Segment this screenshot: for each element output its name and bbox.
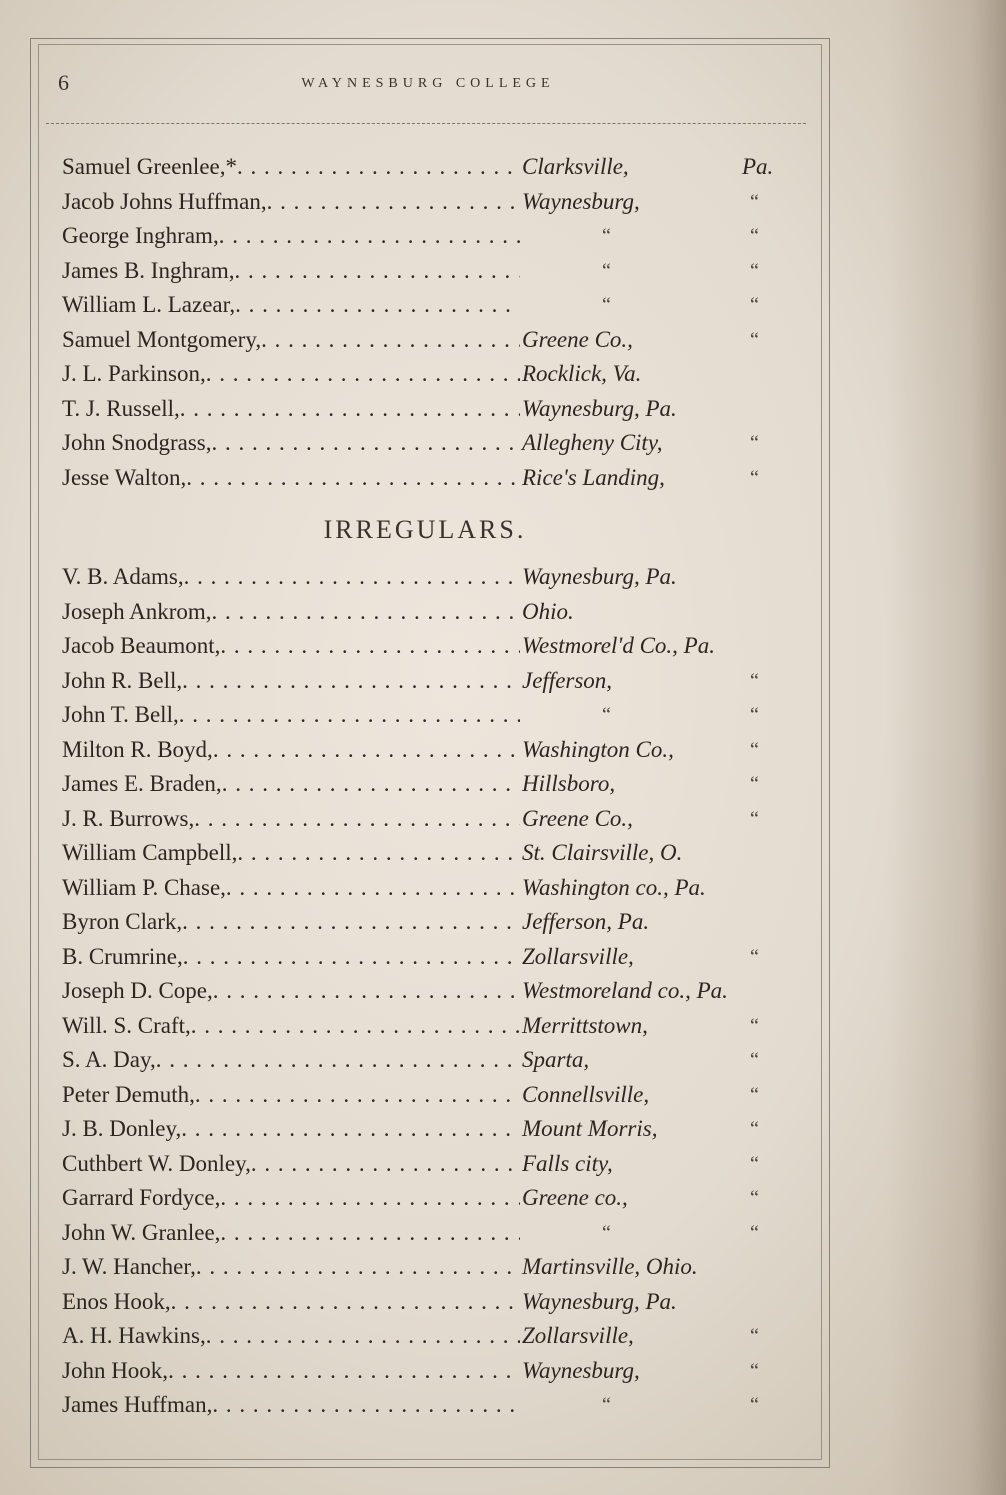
page-number: 6 (58, 70, 69, 95)
state-ditto-mark: “ (750, 466, 759, 489)
list-item (62, 288, 802, 323)
list-item (62, 974, 802, 1009)
residence: Rice's Landing, (522, 464, 665, 490)
student-name: J. B. Donley, . . . (62, 1112, 520, 1147)
student-name: Garrard Fordyce, . . . (62, 1181, 520, 1216)
list-item (62, 1181, 802, 1216)
residence: Falls city, (522, 1150, 613, 1176)
list-item (62, 323, 802, 358)
residence: Martinsville, Ohio. (522, 1254, 698, 1279)
residence: Clarksville, (522, 154, 629, 179)
student-name: William P. Chase, . . . (62, 871, 520, 906)
list-item (62, 392, 802, 427)
student-name: Will. S. Craft, . . . (62, 1009, 520, 1044)
list-item (62, 664, 802, 699)
state-ditto-mark: “ (750, 1187, 759, 1209)
residence: Allegheny City, (522, 430, 663, 455)
student-name: Peter Demuth, . . . (62, 1078, 520, 1113)
list-item (62, 426, 802, 461)
list-item (62, 1285, 802, 1320)
student-name: Cuthbert W. Donley, . . . (62, 1147, 520, 1182)
state-ditto-mark: “ (750, 1359, 759, 1382)
student-name: John Hook, . . . (62, 1354, 520, 1389)
list-item (62, 1388, 802, 1423)
student-name: Milton R. Boyd, . . . (62, 733, 520, 768)
student-name: A. H. Hawkins, . . . (62, 1319, 520, 1354)
student-name: Enos Hook, . . . (62, 1285, 520, 1320)
residence: Westmorel'd Co., Pa. (522, 633, 715, 658)
student-name: B. Crumrine, . . . (62, 940, 520, 975)
page-header (58, 70, 798, 100)
state-ditto-mark: “ (750, 773, 759, 795)
student-name: Byron Clark, . . . (62, 905, 520, 940)
residence: Waynesburg, Pa. (522, 1288, 677, 1314)
state-ditto-mark: “ (750, 669, 759, 692)
residence: Sparta, (522, 1047, 590, 1072)
student-name: J. W. Hancher, . . . (62, 1250, 520, 1285)
residence: Waynesburg, (522, 188, 640, 214)
student-name: Jacob Johns Huffman, . . . (62, 185, 520, 220)
list-item (62, 1147, 802, 1182)
list-item (62, 871, 802, 906)
residence-ditto-mark: “ (602, 1221, 611, 1244)
residence: St. Clairsville, O. (522, 840, 683, 865)
student-name: William L. Lazear, . . . (62, 288, 520, 323)
list-item (62, 1009, 802, 1044)
student-name: John R. Bell, . . . (62, 664, 520, 699)
student-name: Jesse Walton, . . . (62, 461, 520, 496)
residence: Greene Co., (522, 805, 633, 831)
list-item (62, 905, 802, 940)
list-item (62, 698, 802, 733)
list-item (62, 1078, 802, 1113)
state-ditto-mark: “ (750, 1049, 759, 1071)
residence-ditto-mark: “ (602, 259, 611, 282)
residence: Waynesburg, (522, 1357, 640, 1383)
list-item (62, 461, 802, 496)
section-heading-irregulars: IRREGULARS. (323, 515, 527, 544)
student-name: John Snodgrass, . . . (62, 426, 520, 461)
running-title: WAYNESBURG COLLEGE (301, 76, 555, 91)
student-name: Samuel Montgomery, . . . (62, 323, 520, 358)
student-name: Joseph Ankrom, . . . (62, 595, 520, 630)
list-item (62, 940, 802, 975)
state-ditto-mark: “ (750, 704, 759, 726)
residence: Hillsboro, (522, 771, 616, 796)
list-item (62, 1354, 802, 1389)
residence: Washington Co., (522, 736, 674, 762)
list-item (62, 150, 802, 185)
student-name: John T. Bell, . . . (62, 698, 520, 733)
residence-ditto-mark: “ (602, 225, 611, 247)
residence: Jefferson, (522, 667, 613, 693)
student-name: J. R. Burrows, . . . (62, 802, 520, 837)
student-name: James B. Inghram, . . . (62, 254, 520, 289)
list-item (62, 1043, 802, 1078)
residence-ditto-mark: “ (602, 704, 611, 726)
state-ditto-mark: “ (750, 190, 759, 213)
student-name: J. L. Parkinson, . . . (62, 357, 520, 392)
list-item (62, 1250, 802, 1285)
state-ditto-mark: “ (750, 1325, 759, 1347)
list-item (62, 560, 802, 595)
state-ditto-mark: “ (750, 945, 759, 968)
page-edge-shadow (886, 0, 1006, 1495)
residence: Zollarsville, (522, 1323, 634, 1348)
state-ditto-mark: “ (750, 225, 759, 247)
student-name: Joseph D. Cope, . . . (62, 974, 520, 1009)
residence-ditto-mark: “ (602, 1394, 611, 1416)
residence: Westmoreland co., Pa. (522, 978, 728, 1003)
residence: Merrittstown, (522, 1012, 648, 1038)
student-name: William Campbell, . . . (62, 836, 520, 871)
student-list-irregulars (62, 560, 802, 1423)
list-item (62, 733, 802, 768)
student-name: John W. Granlee, . . . (62, 1216, 520, 1251)
list-item (62, 1112, 802, 1147)
residence: Zollarsville, (522, 943, 634, 969)
state-ditto-mark: “ (750, 259, 759, 282)
state-ditto-mark: “ (750, 1118, 759, 1140)
residence: Greene co., (522, 1185, 628, 1210)
student-name: George Inghram, . . . (62, 219, 520, 254)
header-rule (46, 123, 806, 124)
state-ditto-mark: “ (750, 1221, 759, 1244)
state: Pa. (742, 154, 774, 179)
state-ditto-mark: “ (750, 1083, 759, 1106)
student-name: Jacob Beaumont, . . . (62, 629, 520, 664)
state-ditto-mark: “ (750, 1152, 759, 1175)
residence: Ohio. (522, 598, 574, 624)
student-name: V. B. Adams, . . . (62, 560, 520, 595)
student-name: T. J. Russell, . . . (62, 392, 520, 427)
list-item (62, 254, 802, 289)
residence: Waynesburg, Pa. (522, 395, 677, 421)
state-ditto-mark: “ (750, 294, 759, 316)
student-name: James Huffman, . . . (62, 1388, 520, 1423)
list-item (62, 1319, 802, 1354)
list-item (62, 1216, 802, 1251)
student-name: James E. Braden, . . . (62, 767, 520, 802)
residence: Connellsville, (522, 1081, 650, 1107)
list-item (62, 629, 802, 664)
student-list-regular (62, 150, 802, 495)
state-ditto-mark: “ (750, 738, 759, 761)
residence: Waynesburg, Pa. (522, 564, 677, 589)
student-name: S. A. Day, . . . (62, 1043, 520, 1078)
student-name: Samuel Greenlee,* . . . (62, 150, 520, 185)
state-ditto-mark: “ (750, 1394, 759, 1416)
state-ditto-mark: “ (750, 432, 759, 454)
list-item (62, 836, 802, 871)
residence: Rocklick, Va. (522, 361, 642, 386)
list-item (62, 219, 802, 254)
residence: Washington co., Pa. (522, 874, 706, 900)
state-ditto-mark: “ (750, 1014, 759, 1037)
state-ditto-mark: “ (750, 328, 759, 351)
residence: Jefferson, Pa. (522, 909, 650, 934)
list-item (62, 357, 802, 392)
residence: Mount Morris, (522, 1116, 658, 1141)
state-ditto-mark: “ (750, 807, 759, 830)
residence: Greene Co., (522, 326, 633, 352)
residence-ditto-mark: “ (602, 294, 611, 316)
list-item (62, 802, 802, 837)
list-item (62, 185, 802, 220)
list-item (62, 767, 802, 802)
list-item (62, 595, 802, 630)
